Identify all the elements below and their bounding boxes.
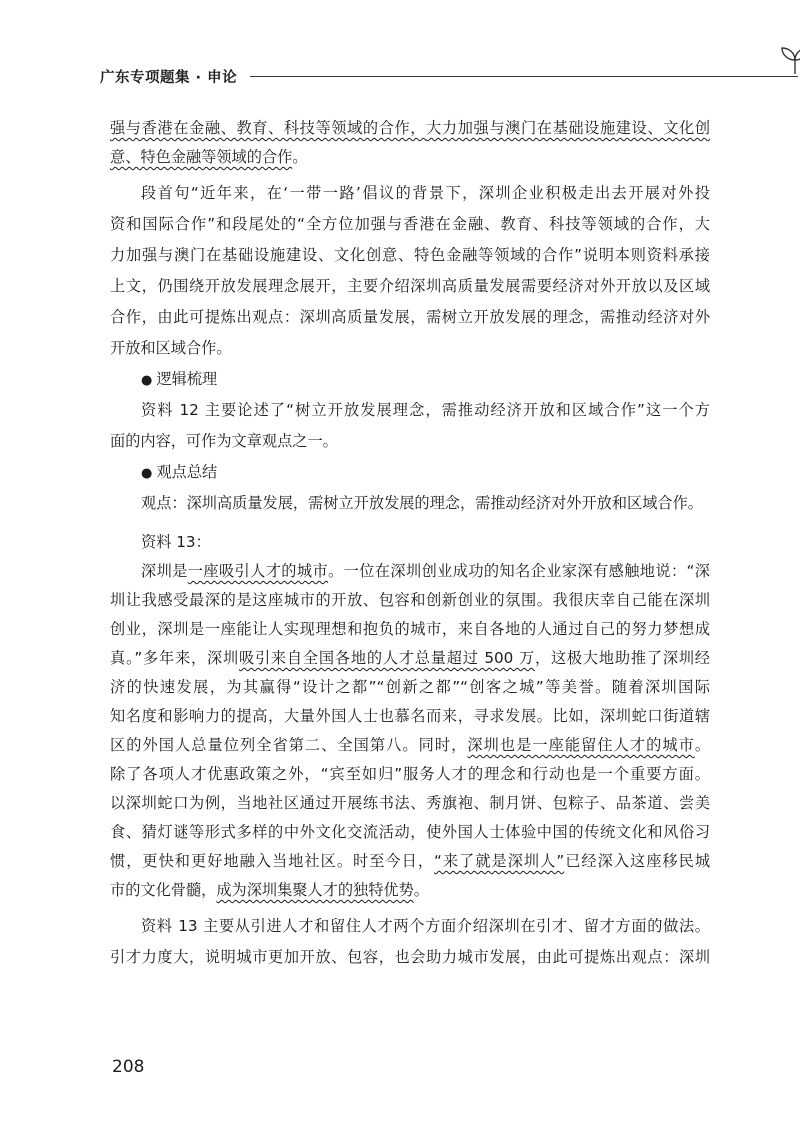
paragraph-line: 段首句“近年来，在‘一带一路’倡议的背景下，深圳企业积极走出去开展对外投 <box>141 184 710 202</box>
material-line: 创业，深圳是一座能让人实现理想和抱负的城市，来自各地的人通过自己的努力梦想成 <box>110 620 710 638</box>
paragraph-line: 合作，由此可提炼出观点：深圳高质量发展，需树立开放发展的理念，需推动经济对外 <box>110 308 710 326</box>
material-line: 圳让我感受最深的是这座城市的开放、包容和创新创业的氛围。我很庆幸自己能在深圳 <box>110 591 710 609</box>
paragraph-line: 上文，仍围绕开放发展理念展开，主要介绍深圳高质量发展需要经济对外开放以及区域 <box>110 277 710 295</box>
paragraph-line: 开放和区域合作。 <box>110 339 232 357</box>
page-header <box>100 60 710 90</box>
paragraph-line: 引才力度大，说明城市更加开放、包容，也会助力城市发展，由此可提炼出观点：深圳 <box>110 948 710 966</box>
material-label: 资料 13： <box>141 533 211 551</box>
header-rule <box>250 76 798 77</box>
material-line: 食、猜灯谜等形式多样的中外文化交流活动，使外国人士体验中国的传统文化和风俗习 <box>110 823 710 841</box>
paragraph-line: 资料 12 主要论述了“树立开放发展理念，需推动经济开放和区域合作”这一个方 <box>141 401 710 419</box>
paragraph-line: 面的内容，可作为文章观点之一。 <box>110 432 338 450</box>
material-line: 真。”多年来，深圳吸引来自全国各地的人才总量超过 500 万，这极大地助推了深圳经 <box>110 649 710 667</box>
material-line: 知名度和影响力的提高，大量外国人士也慕名而来，寻求发展。比如，深圳蛇口街道辖 <box>110 707 710 725</box>
material-line: 深圳是一座吸引人才的城市。一位在深圳创业成功的知名企业家深有感触地说：“深 <box>141 562 710 580</box>
running-header-title: 广东专项题集 · 申论 <box>100 70 238 86</box>
section-heading-logic: ● 逻辑梳理 <box>110 364 710 395</box>
sprout-leaf-icon <box>778 44 800 78</box>
paragraph-line: 力加强与澳门在基础设施建设、文化创意、特色金融等领域的合作”说明本则资料承接 <box>110 246 710 264</box>
material-line: 以深圳蛇口为例，当地社区通过开展练书法、秀旗袍、制月饼、包粽子、品茶道、尝美 <box>110 794 710 812</box>
text-line: 强与香港在金融、教育、科技等领域的合作，大力加强与澳门在基础设施建设、文化创 <box>110 119 710 137</box>
viewpoint-line: 观点：深圳高质量发展，需树立开放发展的理念，需推动经济对外开放和区域合作。 <box>141 494 703 512</box>
paragraph-line: 资料 13 主要从引进人才和留住人才两个方面介绍深圳在引才、留才方面的做法。 <box>141 917 710 935</box>
material-line: 市的文化骨髓，成为深圳集聚人才的独特优势。 <box>110 881 429 899</box>
material-line: 济的快速发展，为其赢得“设计之都”“创新之都”“创客之城”等美誉。随着深圳国际 <box>110 678 710 696</box>
material-line: 区的外国人总量位列全省第二、全国第八。同时，深圳也是一座能留住人才的城市。 <box>110 736 710 754</box>
material-line: 惯，更快和更好地融入当地社区。时至今日，“来了就是深圳人”已经深入这座移民城 <box>110 852 710 870</box>
section-heading-summary: ● 观点总结 <box>110 457 710 488</box>
text-line: 意、特色金融等领域的合作。 <box>110 148 308 166</box>
paragraph-line: 资和国际合作”和段尾处的“全方位加强与香港在金融、教育、科技等领域的合作，大 <box>110 215 710 233</box>
material-line: 除了各项人才优惠政策之外，“宾至如归”服务人才的理念和行动也是一个重要方面。 <box>110 765 710 783</box>
page-body <box>110 114 710 973</box>
page-number: 208 <box>112 1057 145 1077</box>
